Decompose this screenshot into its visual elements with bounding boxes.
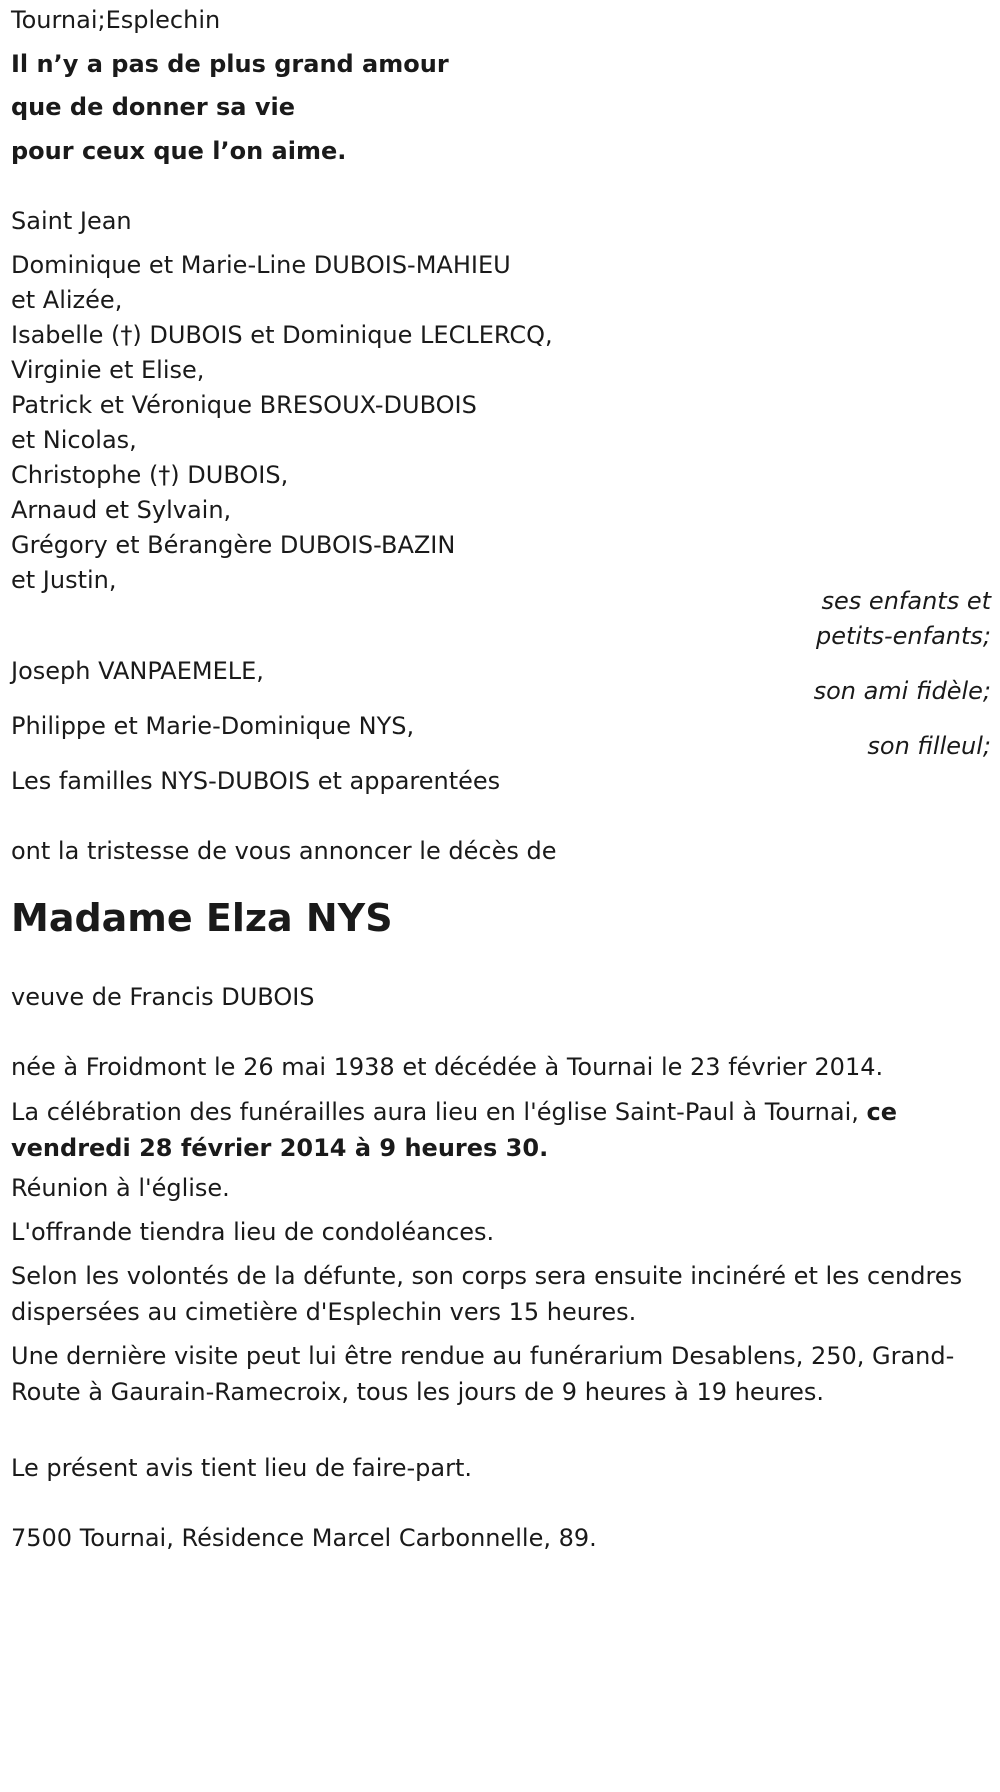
family-line: Grégory et Bérangère DUBOIS-BAZIN [11, 531, 456, 559]
deceased-name: Madame Elza NYS [11, 896, 393, 940]
family-line: Christophe (†) DUBOIS, [11, 461, 289, 489]
relation-children-2: petits-enfants; [816, 622, 991, 650]
relation-children-1: ses enfants et [821, 587, 991, 615]
family-line: Arnaud et Sylvain, [11, 496, 232, 524]
funeral-paragraph [11, 1094, 986, 1166]
widow-of: veuve de Francis DUBOIS [11, 983, 315, 1011]
announcement-text: ont la tristesse de vous annoncer le décès de [11, 837, 557, 865]
family-line: Virginie et Elise, [11, 356, 205, 384]
location-header: Tournai;Esplechin [11, 6, 221, 34]
birth-death-line: née à Froidmont le 26 mai 1938 et décédée à Tournai le 23 février 2014. [11, 1053, 884, 1081]
quote-line-1: Il n’y a pas de plus grand amour [11, 50, 449, 78]
family-line: Patrick et Véronique BRESOUX-DUBOIS [11, 391, 477, 419]
quote-line-3: pour ceux que l’on aime. [11, 137, 347, 165]
relation-godson: son filleul; [867, 732, 991, 760]
cremation-paragraph: Selon les volontés de la défunte, son corps sera ensuite incinéré et les cendres dispersées au cimetière d'Esplechin vers 15 heures. [11, 1262, 963, 1326]
meeting-line: Réunion à l'église. [11, 1174, 230, 1202]
family-line: Dominique et Marie-Line DUBOIS-MAHIEU [11, 251, 511, 279]
relation-friend: son ami fidèle; [813, 677, 991, 705]
family-line: et Alizée, [11, 286, 123, 314]
family-line: et Nicolas, [11, 426, 137, 454]
friend-name: Joseph VANPAEMELE, [11, 657, 264, 685]
address-line: 7500 Tournai, Résidence Marcel Carbonnelle, 89. [11, 1524, 597, 1552]
saint-name: Saint Jean [11, 207, 132, 235]
family-line: Isabelle (†) DUBOIS et Dominique LECLERCQ, [11, 321, 553, 349]
funeral-text: La célébration des funérailles aura lieu en l'église Saint-Paul à Tournai, [11, 1098, 867, 1126]
offering-line: L'offrande tiendra lieu de condoléances. [11, 1218, 495, 1246]
funeral-date: ce vendredi 28 février 2014 à 9 heures 30. [11, 1098, 898, 1162]
notice-line: Le présent avis tient lieu de faire-part. [11, 1454, 473, 1482]
families-line: Les familles NYS-DUBOIS et apparentées [11, 767, 501, 795]
visit-paragraph: Une dernière visite peut lui être rendue au funérarium Desablens, 250, Grand-Route à Gaurain-Ramecroix, tous les jours de 9 heures à 19 heures. [11, 1342, 955, 1406]
godson-name: Philippe et Marie-Dominique NYS, [11, 712, 415, 740]
quote-line-2: que de donner sa vie [11, 93, 296, 121]
family-line: et Justin, [11, 566, 117, 594]
